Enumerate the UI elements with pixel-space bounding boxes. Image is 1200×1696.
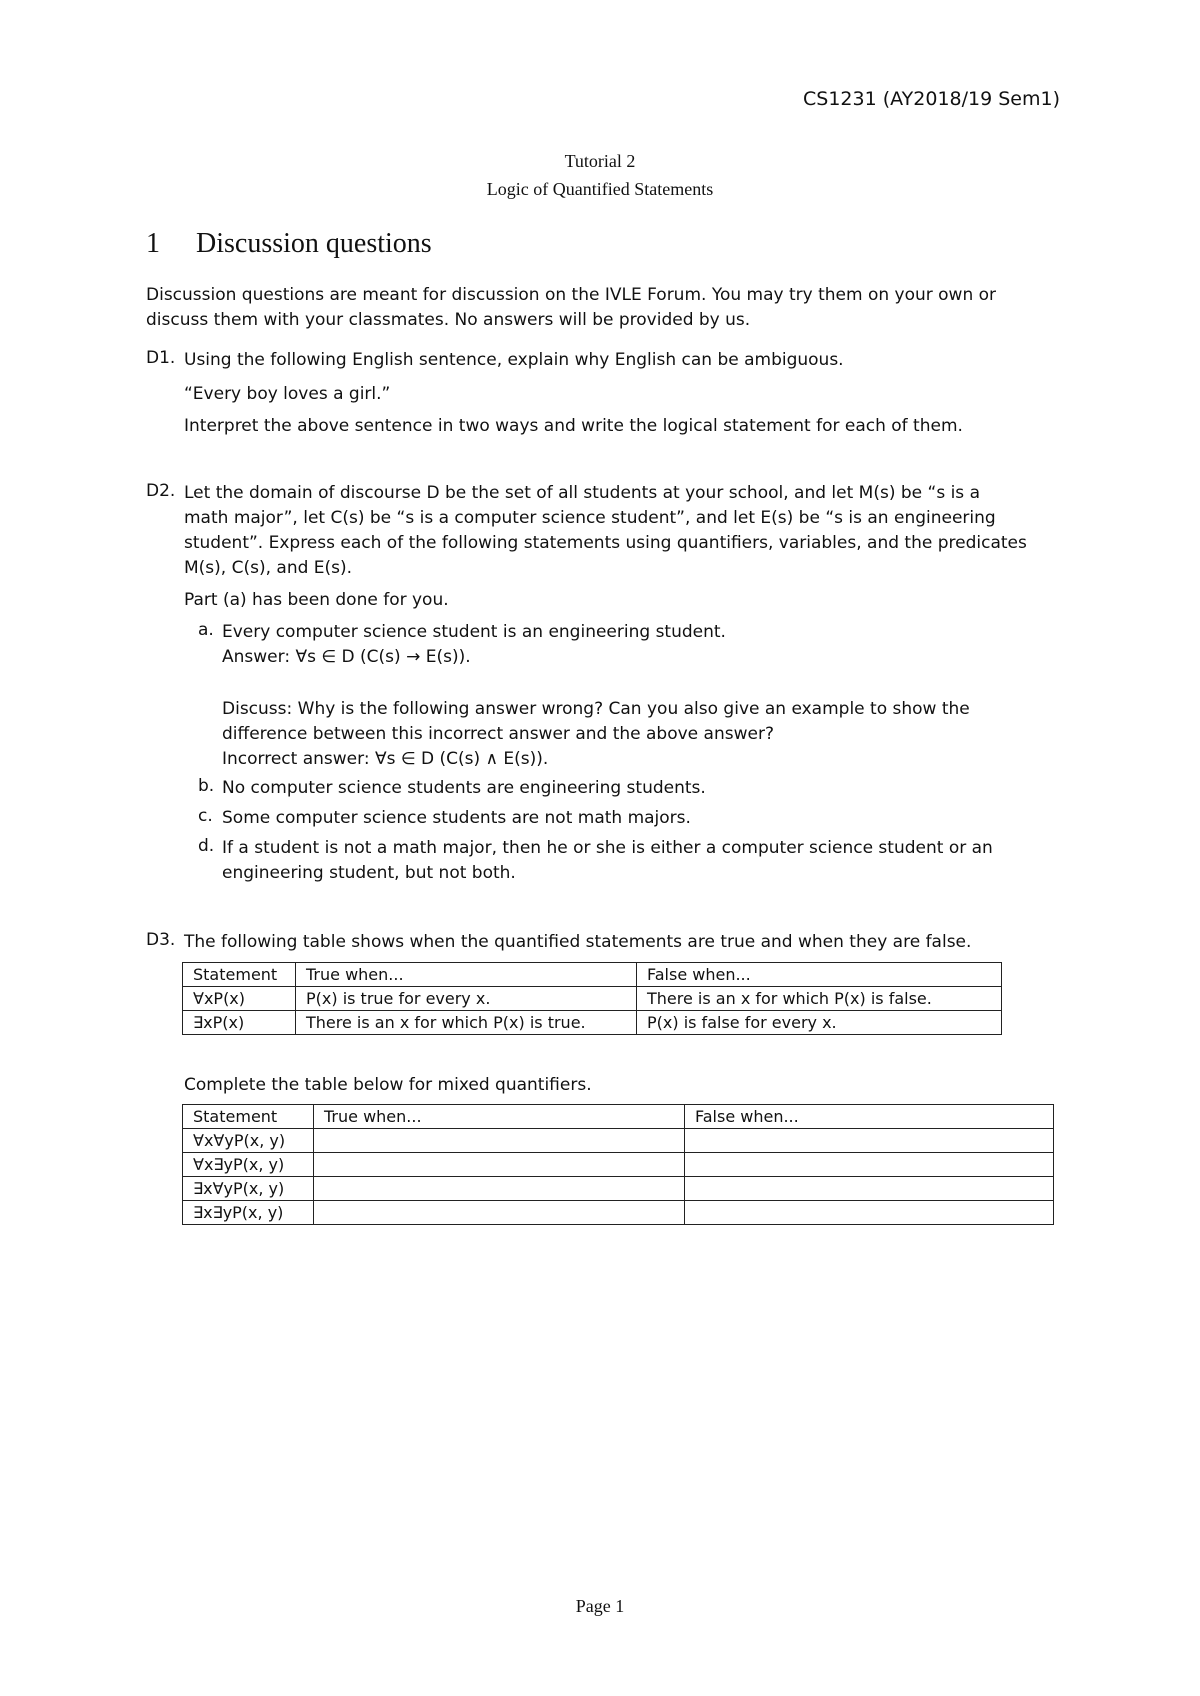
table-row (183, 1153, 1054, 1177)
d1-text: Using the following English sentence, explain why English can be ambiguous. (184, 350, 844, 370)
title-block (0, 147, 1200, 203)
answer-cell[interactable] (685, 1153, 1054, 1177)
d1-instruction: Interpret the above sentence in two ways and write the logical statement for each of them. (184, 416, 963, 436)
table-header-row (183, 1105, 1054, 1129)
table-cell: ∃x∃yP(x, y) (183, 1201, 314, 1225)
table-header-cell: False when... (637, 963, 1002, 987)
discuss-line-2: difference between this incorrect answer and the above answer? (222, 724, 774, 744)
d2-line-2: math major”, let C(s) be “s is a computer science student”, and let E(s) be “s is an engineering (184, 508, 996, 528)
table-cell: There is an x for which P(x) is false. (637, 987, 1002, 1011)
section-number: 1 (146, 228, 160, 259)
incorrect-answer: Incorrect answer: ∀s ∈ D (C(s) ∧ E(s)). (222, 749, 549, 769)
table-header-cell: True when... (314, 1105, 685, 1129)
d3-text: The following table shows when the quantified statements are true and when they are false. (184, 932, 972, 952)
table-row (183, 1177, 1054, 1201)
tutorial-title: Tutorial 2 (564, 151, 636, 171)
quantifier-table (182, 962, 1002, 1035)
answer-cell[interactable] (685, 1129, 1054, 1153)
complete-note: Complete the table below for mixed quantifiers. (184, 1075, 592, 1095)
intro-paragraph (146, 283, 1064, 333)
table-header-row (183, 963, 1002, 987)
table-cell: ∀x∀yP(x, y) (183, 1129, 314, 1153)
table-cell: ∀x∃yP(x, y) (183, 1153, 314, 1177)
mixed-quantifier-table (182, 1104, 1054, 1225)
section-title: Discussion questions (196, 228, 432, 259)
table-row (183, 987, 1002, 1011)
intro-line-2: discuss them with your classmates. No answers will be provided by us. (146, 310, 751, 330)
item-a-answer: Answer: ∀s ∈ D (C(s) → E(s)). (222, 647, 471, 667)
answer-cell[interactable] (314, 1153, 685, 1177)
answer-cell[interactable] (314, 1201, 685, 1225)
item-d-label: d. (198, 836, 215, 856)
table-cell: ∃x∀yP(x, y) (183, 1177, 314, 1201)
item-a-text: Every computer science student is an engineering student. (222, 622, 726, 642)
answer-cell[interactable] (314, 1129, 685, 1153)
table-row (183, 1129, 1054, 1153)
table-cell: P(x) is false for every x. (637, 1011, 1002, 1035)
item-b-label: b. (198, 776, 215, 796)
item-a-discuss (222, 697, 1064, 772)
table-header-cell: False when... (685, 1105, 1054, 1129)
intro-line-1: Discussion questions are meant for discussion on the IVLE Forum. You may try them on your own or (146, 285, 997, 305)
item-d-line-1: If a student is not a math major, then he or she is either a computer science student or an (222, 838, 993, 858)
item-c-label: c. (198, 806, 213, 826)
table-row (183, 1011, 1002, 1035)
answer-cell[interactable] (685, 1201, 1054, 1225)
discuss-line-1: Discuss: Why is the following answer wrong? Can you also give an example to show the (222, 699, 970, 719)
section-heading (146, 228, 432, 260)
table-cell: There is an x for which P(x) is true. (296, 1011, 637, 1035)
answer-cell[interactable] (685, 1177, 1054, 1201)
page-number: Page 1 (575, 1596, 625, 1616)
d1-label: D1. (146, 348, 176, 368)
d2-part-note: Part (a) has been done for you. (184, 590, 449, 610)
table-header-cell: Statement (183, 963, 296, 987)
table-header-cell: True when... (296, 963, 637, 987)
answer-cell[interactable] (314, 1177, 685, 1201)
table-cell: P(x) is true for every x. (296, 987, 637, 1011)
table-cell: ∃xP(x) (183, 1011, 296, 1035)
d2-label: D2. (146, 481, 176, 501)
item-d-line-2: engineering student, but not both. (222, 863, 516, 883)
d2-text (184, 481, 1064, 581)
item-a-label: a. (198, 620, 214, 640)
d3-label: D3. (146, 930, 176, 950)
tutorial-subtitle: Logic of Quantified Statements (486, 179, 714, 199)
item-c-text: Some computer science students are not math majors. (222, 808, 691, 828)
item-b-text: No computer science students are engineering students. (222, 778, 706, 798)
item-d-text (222, 836, 1064, 886)
d2-line-3: student”. Express each of the following statements using quantifiers, variables, and the predicates (184, 533, 1027, 553)
table-cell: ∀xP(x) (183, 987, 296, 1011)
course-header: CS1231 (AY2018/19 Sem1) (803, 88, 1060, 110)
d2-line-1: Let the domain of discourse D be the set of all students at your school, and let M(s) be “s is a (184, 483, 980, 503)
d2-line-4: M(s), C(s), and E(s). (184, 558, 353, 578)
d1-quote: “Every boy loves a girl.” (184, 384, 391, 404)
table-header-cell: Statement (183, 1105, 314, 1129)
table-row (183, 1201, 1054, 1225)
